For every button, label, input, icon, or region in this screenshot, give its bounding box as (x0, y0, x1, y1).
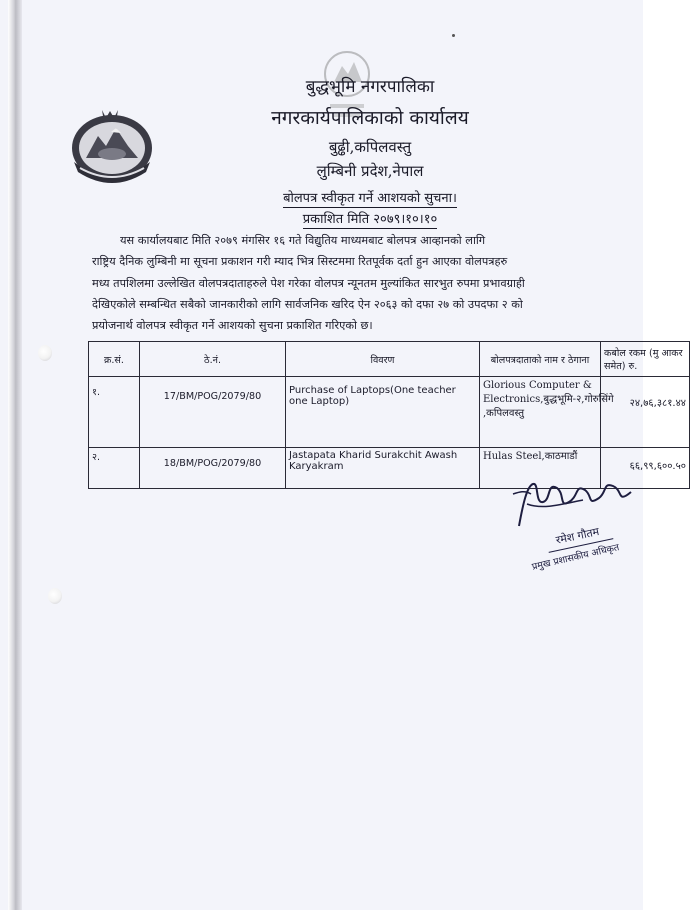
notice-body (92, 230, 642, 336)
notice-body-line: यस कार्यालयबाट मिति २०७९ मंगसिर १६ गते विद्युतिय माध्यमबाट बोलपत्र आव्हानको लागि (120, 234, 486, 247)
column-header-desc: विवरण (286, 342, 480, 377)
column-header-ref: ठे.नं. (140, 342, 286, 377)
cell-amount: २४,७६,३८१.४४ (601, 377, 690, 448)
cell-ref: 18/BM/POG/2079/80 (140, 448, 286, 489)
column-header-sn: क्र.सं. (89, 342, 140, 377)
cell-sn: २. (89, 448, 140, 489)
cell-ref: 17/BM/POG/2079/80 (140, 377, 286, 448)
punch-hole (38, 345, 52, 361)
scan-speck (452, 34, 455, 37)
column-header-amount: कबोल रकम (मु आकर समेत) रु. (601, 342, 690, 377)
office-location: बुढ्ढी,कपिलवस्तु (328, 138, 412, 156)
cell-desc: Purchase of Laptops(One teacher one Laptop) (286, 377, 480, 448)
notice-body-line: देखिएकोले सम्बन्धित सबैको जानकारीको लागि सार्वजनिक खरिद ऐन २०६३ को दफा २७ को उपदफा २ को (92, 297, 523, 311)
notice-body-line: राष्ट्रिय दैनिक लुम्बिनी मा सूचना प्रकाशन गरी म्याद भित्र सिस्टममा रितपूर्वक दर्ता हुन आएका वोलपत्रहरु (92, 255, 508, 269)
bid-table (88, 341, 690, 489)
punch-hole (48, 588, 62, 604)
office-name: नगरकार्यपालिकाको कार्यालय (271, 107, 469, 129)
column-header-bidder: बोलपत्रदाताको नाम र ठेगाना (480, 342, 601, 377)
handwritten-signature (513, 474, 638, 532)
page-binding-edge (8, 0, 22, 910)
table-row (89, 377, 690, 448)
cell-sn: १. (89, 377, 140, 448)
notice-body-line: मध्य तपशिलमा उल्लेखित वोलपत्रदाताहरुले पेश गरेका वोलपत्र न्यूनतम मुल्यांकित सारभुत रुपमा प्रभावग्राही (92, 276, 525, 290)
municipality-name: बुद्धभूमि नगरपालिका (305, 77, 435, 97)
cell-bidder: Glorious Computer & Electronics,बुद्धभूमि-२,गोरुसिंगे ,कपिलवस्तु (480, 377, 601, 448)
signatory-name: रमेश गौतम (554, 525, 601, 547)
province-name: लुम्बिनी प्रदेश,नेपाल (316, 162, 424, 180)
signatory-title: प्रमुख प्रशासकीय अधिकृत (530, 542, 621, 573)
notice-title: बोलपत्र स्वीकृत गर्ने आशयको सुचना। (283, 191, 457, 206)
cell-desc: Jastapata Kharid Surakchit Awash Karyakram (286, 448, 480, 489)
cell-bidder: Hulas Steel,काठमाडौं (480, 448, 601, 489)
published-date: प्रकाशित मिति २०७९।१०।१० (302, 212, 438, 227)
notice-body-line: प्रयोजनार्थ वोलपत्र स्वीकृत गर्ने आशयको सुचना प्रकाशित गरिएको छ। (92, 319, 373, 333)
nepal-emblem-logo (66, 102, 158, 186)
cell-amount: ६६,९९,६००.५० (601, 448, 690, 489)
table-header-row (89, 342, 690, 377)
